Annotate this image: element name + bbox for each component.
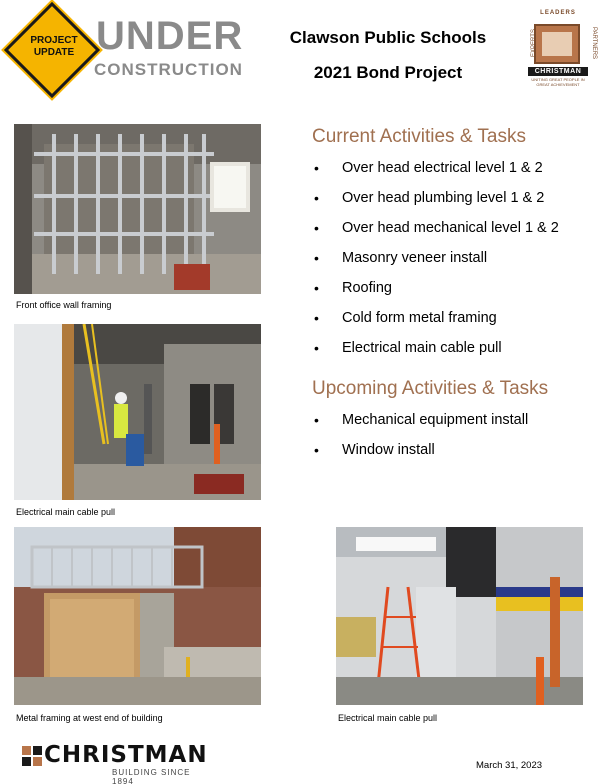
- list-item: • Mechanical equipment install: [312, 411, 528, 441]
- wall-framing-photo: [14, 124, 261, 294]
- hallway-cable-photo: [336, 527, 583, 705]
- christman-seal-logo: [526, 10, 598, 87]
- current-activities-list: [312, 159, 559, 369]
- seal-tagline: UNITING GREAT PEOPLE IN GREAT ACHIEVEMENT: [531, 77, 585, 87]
- seal-right-text: PARTNERS: [591, 26, 598, 60]
- page-title-line-1: Clawson Public Schools: [289, 28, 487, 47]
- list-item: • Over head mechanical level 1 & 2: [312, 219, 559, 249]
- seal-left-text: EXPERTS: [530, 29, 537, 57]
- logo-word-under: UNDER: [96, 14, 244, 58]
- photo-caption-2: Electrical main cable pull: [16, 507, 116, 517]
- under-construction-logo: [14, 8, 254, 92]
- photo-caption-4: Electrical main cable pull: [338, 713, 438, 723]
- seal-emblem-icon: [534, 24, 580, 64]
- logo-word-construction: CONSTRUCTION: [94, 60, 243, 79]
- badge-line-2: UPDATE: [33, 47, 75, 58]
- cable-pull-photo: [14, 324, 261, 500]
- list-item: • Cold form metal framing: [312, 309, 559, 339]
- photo-caption-3: Metal framing at west end of building: [16, 713, 163, 723]
- list-item: • Electrical main cable pull: [312, 339, 559, 369]
- christman-mark-icon: [22, 746, 42, 766]
- upcoming-activities-heading: Upcoming Activities & Tasks: [312, 378, 549, 399]
- footer-logo-subtitle: BUILDING SINCE 1894: [112, 768, 191, 784]
- photo-caption-1: Front office wall framing: [16, 300, 112, 310]
- list-item: • Roofing: [312, 279, 559, 309]
- project-update-badge: [14, 35, 94, 59]
- list-item: • Masonry veneer install: [312, 249, 559, 279]
- list-item: • Over head plumbing level 1 & 2: [312, 189, 559, 219]
- badge-line-1: PROJECT: [30, 35, 78, 46]
- page-title-line-2: 2021 Bond Project: [313, 63, 463, 82]
- seal-band-text: CHRISTMAN: [528, 67, 588, 76]
- footer-logo-text: CHRISTMAN: [44, 742, 208, 768]
- list-item: • Window install: [312, 441, 528, 471]
- christman-footer-logo: [22, 742, 212, 784]
- document-date: March 31, 2023: [476, 760, 543, 771]
- metal-framing-photo: [14, 527, 261, 705]
- list-item: • Over head electrical level 1 & 2: [312, 159, 559, 189]
- current-activities-heading: Current Activities & Tasks: [312, 126, 527, 147]
- seal-top-text: LEADERS: [540, 10, 576, 16]
- upcoming-activities-list: [312, 411, 528, 471]
